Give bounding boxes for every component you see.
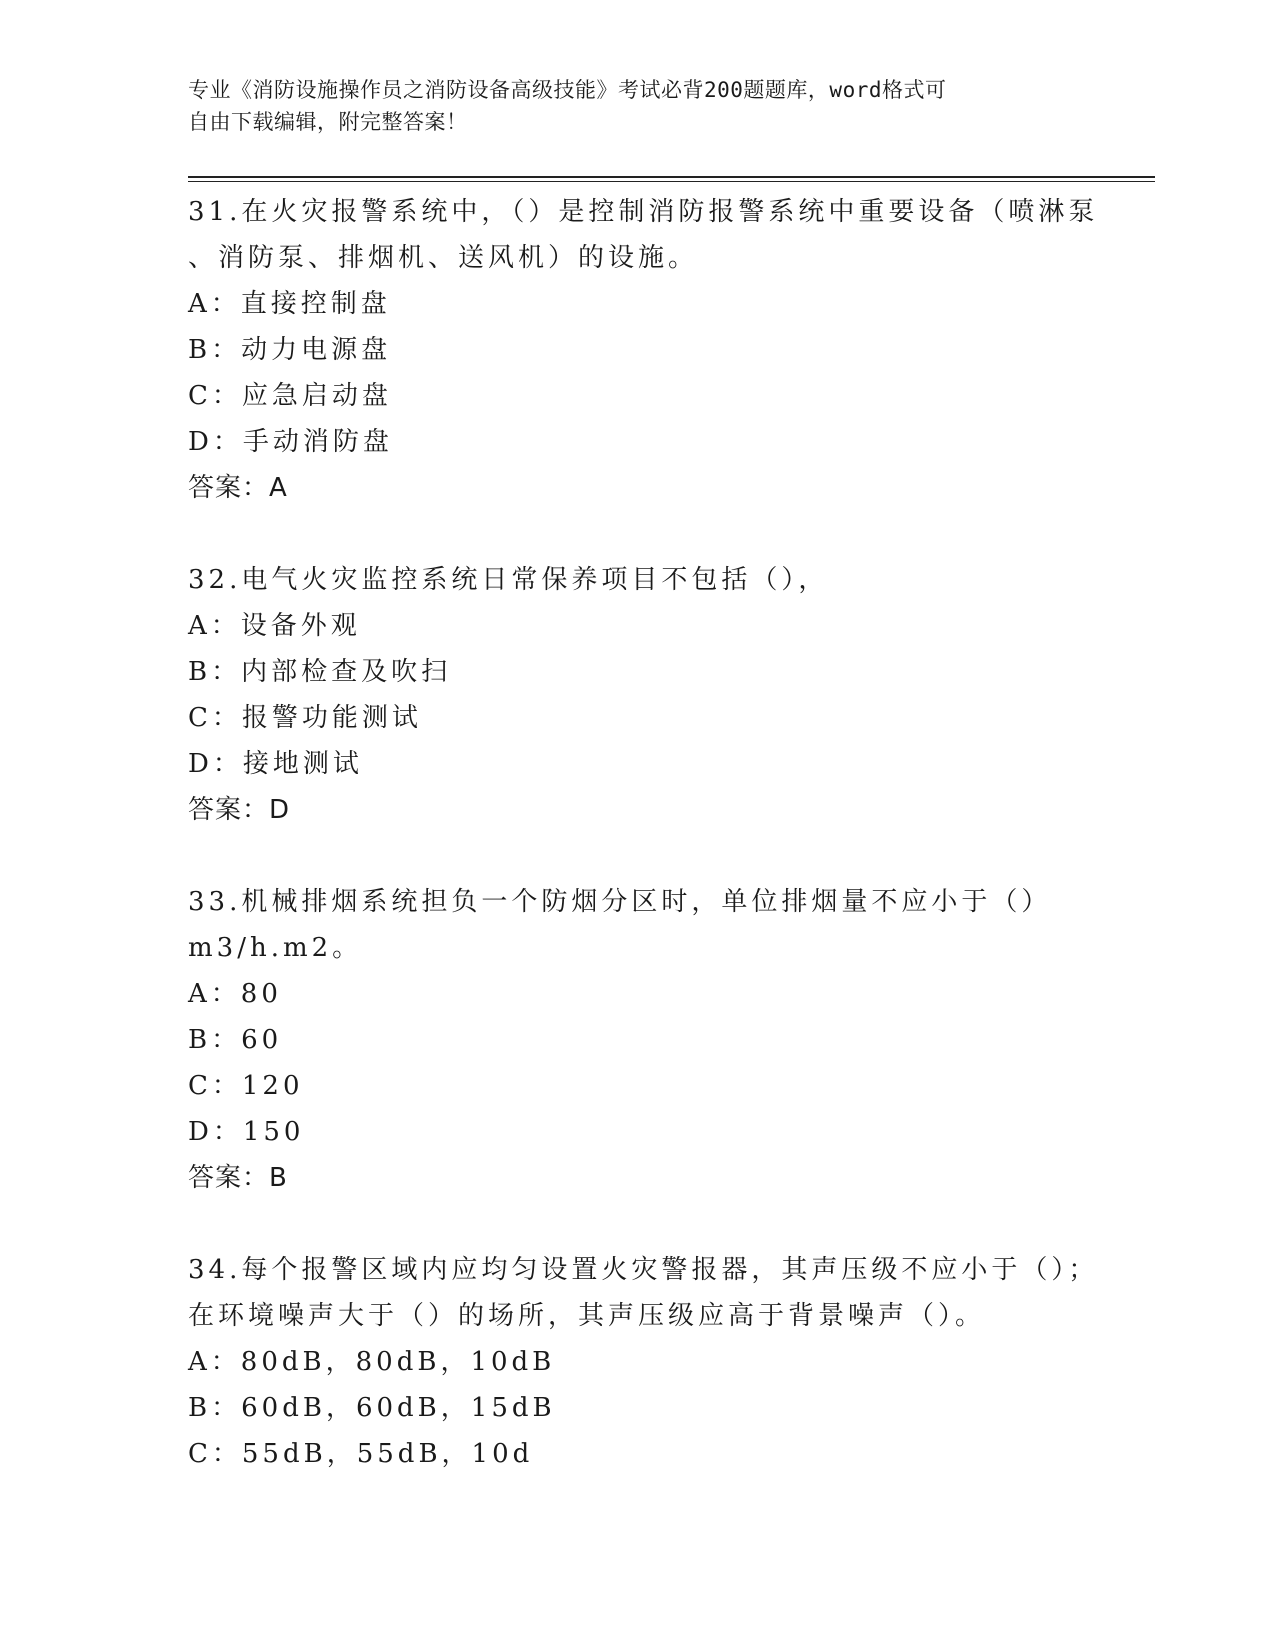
question-block: [188, 879, 1108, 1201]
answer-key: 答案：D: [188, 795, 291, 825]
answer-option: B：内部检查及吹扫: [188, 657, 452, 687]
question-stem-line: 、消防泵、排烟机、送风机）的设施。: [188, 243, 699, 273]
header-line-2: 自由下载编辑，附完整答案！: [188, 110, 468, 134]
answer-option: C：应急启动盘: [188, 381, 392, 411]
answer-option: D：手动消防盘: [188, 427, 393, 457]
question-stem-line: 在环境噪声大于（）的场所，其声压级应高于背景噪声（）。: [188, 1301, 986, 1331]
answer-option: D：接地测试: [188, 749, 363, 779]
question-stem-line: m3/h.m2。: [188, 933, 363, 963]
question-stem-line: 33.机械排烟系统担负一个防烟分区时，单位排烟量不应小于（）: [188, 887, 1052, 917]
document-header: [188, 74, 1068, 138]
answer-option: B：60dB，60dB，15dB: [188, 1393, 556, 1423]
header-divider-thin: [188, 181, 1155, 182]
question-list: [188, 189, 1108, 1523]
answer-option: C：55dB，55dB，10d: [188, 1439, 534, 1469]
question-block: [188, 189, 1108, 511]
question-stem-line: 32.电气火灾监控系统日常保养项目不包括（），: [188, 565, 829, 595]
answer-key: 答案：B: [188, 1163, 288, 1193]
answer-option: C：120: [188, 1071, 304, 1101]
question-stem-line: 31.在火灾报警系统中，（）是控制消防报警系统中重要设备（喷淋泵: [188, 197, 1099, 227]
answer-option: B：60: [188, 1025, 283, 1055]
question-block: [188, 557, 1108, 833]
answer-option: A：直接控制盘: [188, 289, 391, 319]
header-line-1: 专业《消防设施操作员之消防设备高级技能》考试必背200题题库，word格式可: [188, 78, 947, 102]
question-stem-line: 34.每个报警区域内应均匀设置火灾警报器，其声压级不应小于（）；: [188, 1255, 1099, 1285]
answer-option: A：设备外观: [188, 611, 361, 641]
header-divider-thick: [188, 176, 1155, 178]
answer-option: A：80: [188, 979, 282, 1009]
question-block: [188, 1247, 1108, 1477]
answer-option: D：150: [188, 1117, 305, 1147]
answer-option: A：80dB，80dB，10dB: [188, 1347, 556, 1377]
answer-option: C：报警功能测试: [188, 703, 422, 733]
answer-key: 答案：A: [188, 473, 288, 503]
answer-option: B：动力电源盘: [188, 335, 392, 365]
